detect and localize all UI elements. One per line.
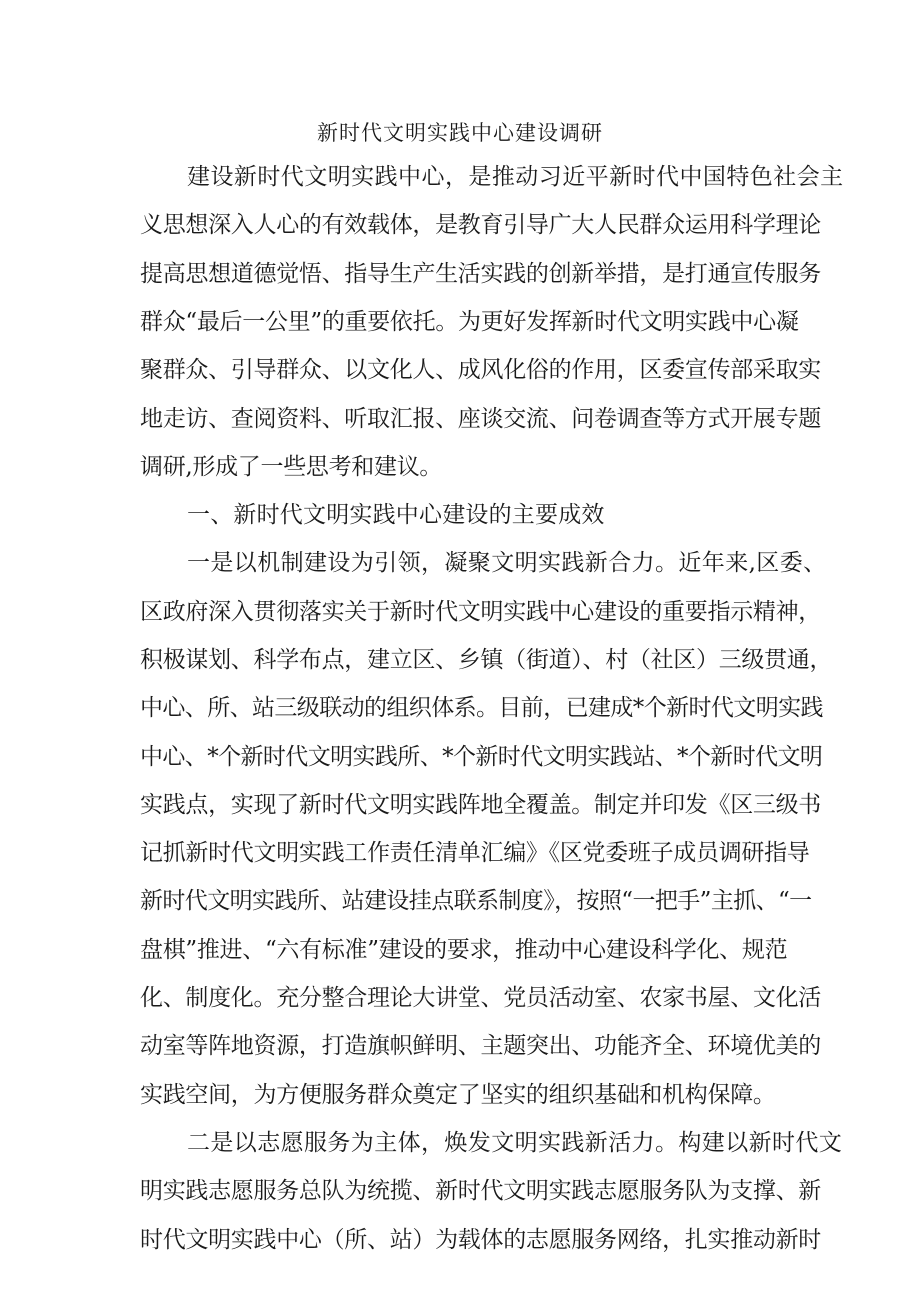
paragraph-line: 义思想深入人心的有效载体，是教育引导广大人民群众运用科学理论 <box>140 212 822 238</box>
paragraph-line: 盘棋”推进、“六有标准”建设的要求，推动中心建设科学化、规范 <box>140 937 788 963</box>
paragraph-line: 建设新时代文明实践中心，是推动习近平新时代中国特色社会主 <box>187 164 844 190</box>
paragraph-line: 明实践志愿服务总队为统揽、新时代文明实践志愿服务队为支撑、新 <box>140 1178 822 1204</box>
paragraph-line: 中心、*个新时代文明实践所、*个新时代文明实践站、*个新时代文明 <box>140 744 823 770</box>
paragraph-line: 积极谋划、科学布点，建立区、乡镇（街道）、村（社区）三级贯通， <box>140 647 833 673</box>
document-title: 新时代文明实践中心建设调研 <box>317 121 603 145</box>
paragraph-line: 提高思想道德觉悟、指导生产生活实践的创新举措，是打通宣传服务 <box>140 261 822 287</box>
paragraph-line: 实践点，实现了新时代文明实践阵地全覆盖。制定并印发《区三级书 <box>140 792 822 818</box>
section-heading: 一、新时代文明实践中心建设的主要成效 <box>187 502 605 528</box>
paragraph-line: 地走访、查阅资料、听取汇报、座谈交流、问卷调查等方式开展专题 <box>140 406 822 432</box>
paragraph-line: 聚群众、引导群众、以文化人、成风化俗的作用，区委宣传部采取实 <box>140 357 822 383</box>
paragraph-line: 动室等阵地资源，打造旗帜鲜明、主题突出、功能齐全、环境优美的 <box>140 1033 822 1059</box>
paragraph-line: 群众“最后一公里”的重要依托。为更好发挥新时代文明实践中心凝 <box>140 309 799 335</box>
paragraph-line: 一是以机制建设为引领，凝聚文明实践新合力。近年来,区委、 <box>187 550 827 576</box>
paragraph-line: 调研,形成了一些思考和建议。 <box>140 454 443 480</box>
paragraph-line: 中心、所、站三级联动的组织体系。目前，已建成*个新时代文明实践 <box>140 695 823 721</box>
paragraph-line: 记抓新时代文明实践工作责任清单汇编》《区党委班子成员调研指导 <box>140 840 810 866</box>
paragraph-line: 新时代文明实践所、站建设挂点联系制度》，按照“一把手”主抓、“一 <box>140 888 812 914</box>
paragraph-line: 化、制度化。充分整合理论大讲堂、党员活动室、农家书屋、文化活 <box>140 985 822 1011</box>
paragraph-line: 区政府深入贯彻落实关于新时代文明实践中心建设的重要指示精神， <box>140 599 822 625</box>
paragraph-line: 实践空间，为方便服务群众奠定了坚实的组织基础和机构保障。 <box>140 1082 776 1108</box>
paragraph-line: 二是以志愿服务为主体，焕发文明实践新活力。构建以新时代文 <box>187 1130 843 1156</box>
paragraph-line: 时代文明实践中心（所、站）为载体的志愿服务网络，扎实推动新时 <box>140 1227 822 1253</box>
